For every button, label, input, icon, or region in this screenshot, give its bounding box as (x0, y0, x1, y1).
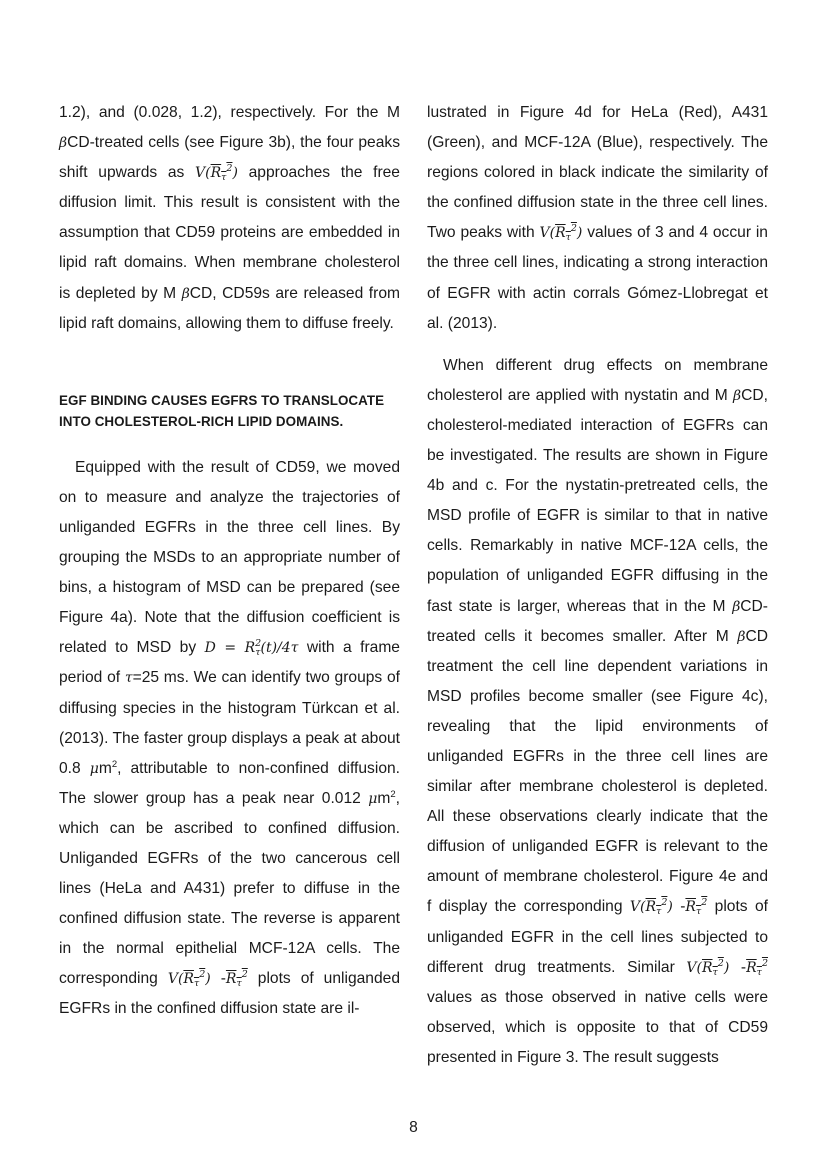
text-run: plots of unliganded EGFRs in the confined diffusion state are il- (59, 970, 400, 1018)
text-run: 1.2), and (0.028, 1.2), respectively. For the M (59, 104, 400, 121)
tau-symbol: τ (124, 670, 133, 687)
text-run: CD-treated cells it becomes smaller. After M (427, 597, 768, 645)
text-run: values as those observed in native cells were observed, which is opposite to that of CD59 presented in Figure 3. The result suggests (427, 988, 768, 1066)
text-run: When different drug effects on membrane cholesterol are applied with nystatin and M (427, 356, 768, 404)
left-paragraph-1 (59, 98, 400, 339)
text-run: , which can be ascribed to confined diffusion. Unliganded EGFRs of the two cancerous cell lines (HeLa and A431) prefer to diffuse in the confined diffusion state. The reverse is apparent in the normal epithelial MCF-12A cells. The corresponding (59, 789, 400, 988)
micro-m-squared-unit: μ (368, 790, 378, 807)
page-number: 8 (409, 1119, 418, 1136)
text-run: lustrated in Figure 4d for HeLa (Red), A431 (Green), and MCF-12A (Blue), respectively. The regions colored in black indicate the similarity of the confined diffusion state in the three cell lines. Two peaks with (427, 104, 768, 242)
v-r-tau-expression: $V(R_\tau^2)$ (195, 163, 238, 184)
text-run: CD treatment the cell line dependent variations in MSD profiles become smaller (see Figure 4c), revealing that the lipid environments of unliganded EGFRs in the three cell lines are similar after membrane cholesterol is depleted. All these observations clearly indicate that the diffusion of unliganded EGFR is relevant to the amount of membrane cholesterol. Figure 4e and f display the corresponding (427, 627, 768, 916)
beta-symbol: β (733, 387, 742, 404)
r-tau-squared-expression: $R_\tau^2$ (225, 969, 248, 990)
r-tau-squared-expression: $R_\tau^2$ (746, 957, 768, 978)
unit-exponent: 2 (111, 758, 118, 770)
micro-m-squared-unit: μ (89, 760, 99, 777)
v-r-tau-expression: $V(R_\tau^2)$ (686, 957, 730, 978)
right-column (427, 98, 768, 1073)
beta-symbol: β (732, 598, 741, 615)
text-run: CD-treated cells (see Figure 3b), the four peaks shift upwards as (59, 134, 400, 182)
text-run: CD, CD59s are released from lipid raft domains, allowing them to diffuse freely. (59, 284, 400, 332)
unit-exponent: 2 (390, 788, 396, 800)
text-run: plots of unliganded EGFR in the cell lines subjected to different drug treatments. Similar (427, 898, 768, 976)
left-column (59, 98, 400, 1025)
right-paragraph-2 (427, 351, 768, 1073)
section-heading: EGF BINDING CAUSES EGFRS TO TRANSLOCATE INTO CHOLESTEROL-RICH LIPID DOMAINS. (59, 392, 385, 429)
v-r-tau-expression: $V(R_\tau^2)$ (539, 223, 583, 244)
unit-m: m (98, 759, 112, 777)
text-run: - (672, 898, 686, 916)
diffusion-formula: $D = R^2_\tau(t)/4\tau$ (204, 638, 299, 659)
text-run: approaches the free diffusion limit. This result is consistent with the assumption that CD59 proteins are embedded in lipid raft domains. When membrane cholesterol is depleted by M (59, 164, 400, 302)
beta-symbol: β (59, 135, 68, 152)
text-run: =25 ms. We can identify two groups of diffusing species in the histogram Türkcan et al. (2013). The faster group displays a peak at about 0.8 (59, 669, 400, 777)
text-run: Equipped with the result of CD59, we moved on to measure and analyze the trajectories of unliganded EGFRs in the three cell lines. By grouping the MSDs to an appropriate number of bins, a histogram of MSD can be prepared (see Figure 4a). Note that the diffusion coefficient is related to MSD by (59, 458, 400, 657)
text-run: CD, cholesterol-mediated interaction of EGFRs can be investigated. The results are shown in Figure 4b and c. For the nystatin-pretreated cells, the MSD profile of EGFR is similar to that in native cells. Remarkably in native MCF-12A cells, the population of unliganded EGFR diffusing in the fast state is larger, whereas that in the M (427, 386, 768, 615)
text-run: values of 3 and 4 occur in the three cell lines, indicating a strong interaction of EGFR with actin corrals Gómez-Llobregat et al. (2013). (427, 224, 768, 332)
beta-symbol: β (181, 285, 190, 302)
text-run: - (729, 958, 747, 976)
right-paragraph-1 (427, 98, 768, 339)
r-tau-squared-expression: $R_\tau^2$ (685, 897, 708, 918)
v-r-tau-expression: $V(R_\tau^2)$ (629, 897, 673, 918)
beta-symbol: β (737, 628, 746, 645)
text-run: with a frame period of (59, 639, 400, 687)
left-paragraph-2 (59, 453, 400, 1025)
unit-m: m (377, 789, 391, 807)
text-run: , attributable to non-confined diffusion. The slower group has a peak near 0.012 (59, 759, 400, 807)
v-r-tau-expression: $V(R_\tau^2)$ (167, 969, 211, 990)
text-run: - (210, 970, 226, 988)
